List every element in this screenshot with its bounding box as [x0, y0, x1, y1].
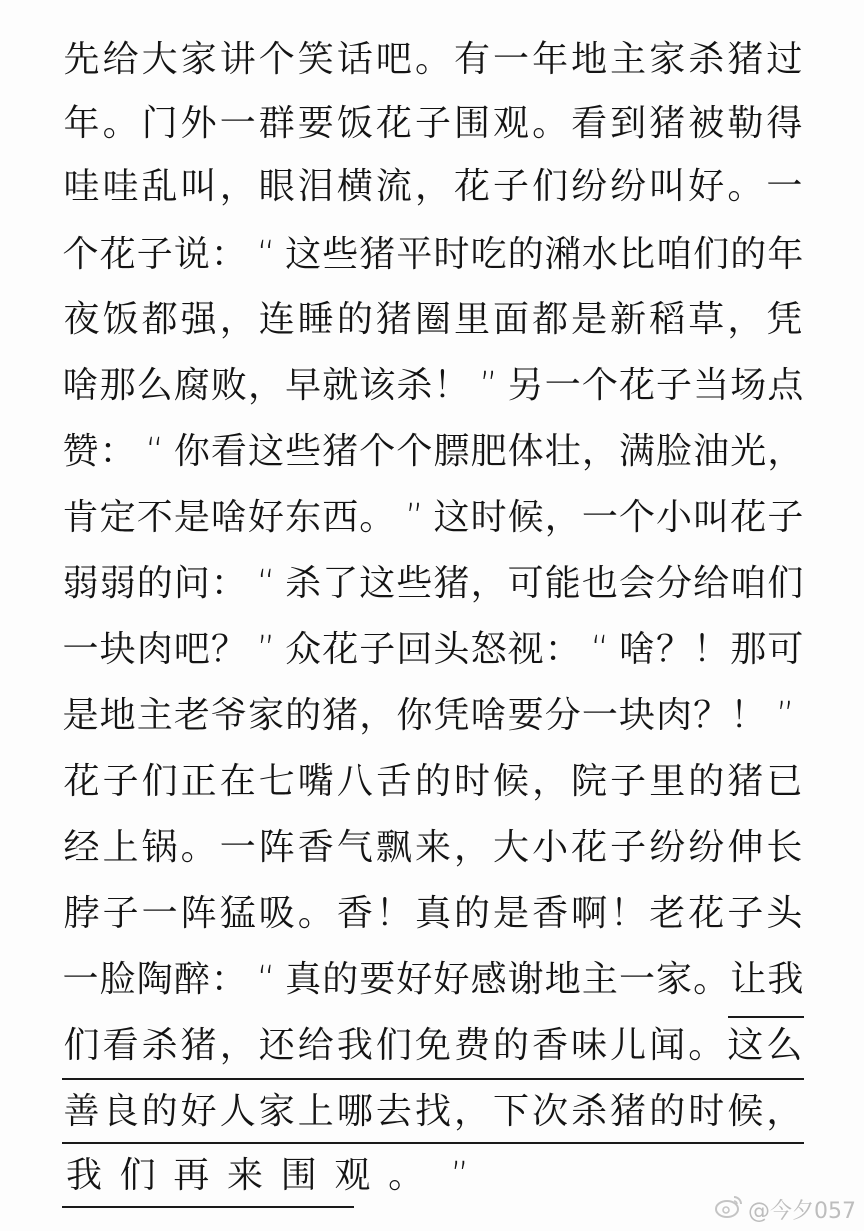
- text-line: 个 花 子 说 ： “ 这 些 猪 平 时 吃 的 潲 水 比 咱 们 的 年: [62, 234, 804, 275]
- text-line: 善 良 的 好 人 家 上 哪 去 找 ， 下 次 杀 猪 的 时 候 ，: [63, 1091, 803, 1132]
- text-line: 脖 子 一 阵 猛 吸 。 香 ！ 真 的 是 香 啊 ！ 老 花 子 头: [63, 893, 803, 934]
- text-line: 一 脸 陶 醉 ： “ 真 的 要 好 好 感 谢 地 主 一 家 。 让 我: [62, 959, 804, 1000]
- underline-3: [62, 1142, 804, 1144]
- underline-1: [728, 1016, 804, 1018]
- underline-2: [62, 1078, 804, 1080]
- text-line: 年 。 门 外 一 群 要 饭 花 子 围 观 。 看 到 猪 被 勒 得: [63, 103, 803, 144]
- watermark-handle: @今夕057: [748, 1198, 856, 1224]
- text-line: 经 上 锅 。 一 阵 香 气 飘 来 ， 大 小 花 子 纷 纷 伸 长: [63, 827, 803, 868]
- text-line: 肯 定 不 是 啥 好 东 西 。 ” 这 时 候 ， 一 个 小 叫 花 子: [62, 497, 804, 538]
- text-line: 弱 弱 的 问 ： “ 杀 了 这 些 猪 ， 可 能 也 会 分 给 咱 们: [62, 563, 804, 604]
- weibo-icon: [714, 1193, 744, 1225]
- text-line: 啥 那 么 腐 败 ， 早 就 该 杀 ！ ” 另 一 个 花 子 当 场 点: [62, 365, 804, 406]
- text-line: 哇 哇 乱 叫 ， 眼 泪 横 流 ， 花 子 们 纷 纷 叫 好 。 一: [63, 166, 803, 207]
- text-line: 赞 ： “ 你 看 这 些 猪 个 个 膘 肥 体 壮 ， 满 脸 油 光 ，: [62, 431, 804, 472]
- text-line: 夜 饭 都 强 ， 连 睡 的 猪 圈 里 面 都 是 新 稻 草 ， 凭: [63, 299, 803, 340]
- text-line: 我 们 再 来 围 观 。 ”: [65, 1155, 470, 1196]
- text-line: 花 子 们 正 在 七 嘴 八 舌 的 时 候 ， 院 子 里 的 猪 已: [63, 761, 803, 802]
- watermark: [714, 1193, 856, 1225]
- text-line: 们 看 杀 猪 ， 还 给 我 们 免 费 的 香 味 儿 闻 。 这 么: [63, 1025, 803, 1066]
- underline-4: [62, 1206, 354, 1208]
- text-line: 是 地 主 老 爷 家 的 猪 ， 你 凭 啥 要 分 一 块 肉 ？ ！ ”: [62, 695, 795, 736]
- text-line: 先 给 大 家 讲 个 笑 话 吧 。 有 一 年 地 主 家 杀 猪 过: [63, 39, 803, 80]
- text-line: 一 块 肉 吧 ？ ” 众 花 子 回 头 怒 视 ： “ 啥 ？ ！ 那 可: [62, 629, 804, 670]
